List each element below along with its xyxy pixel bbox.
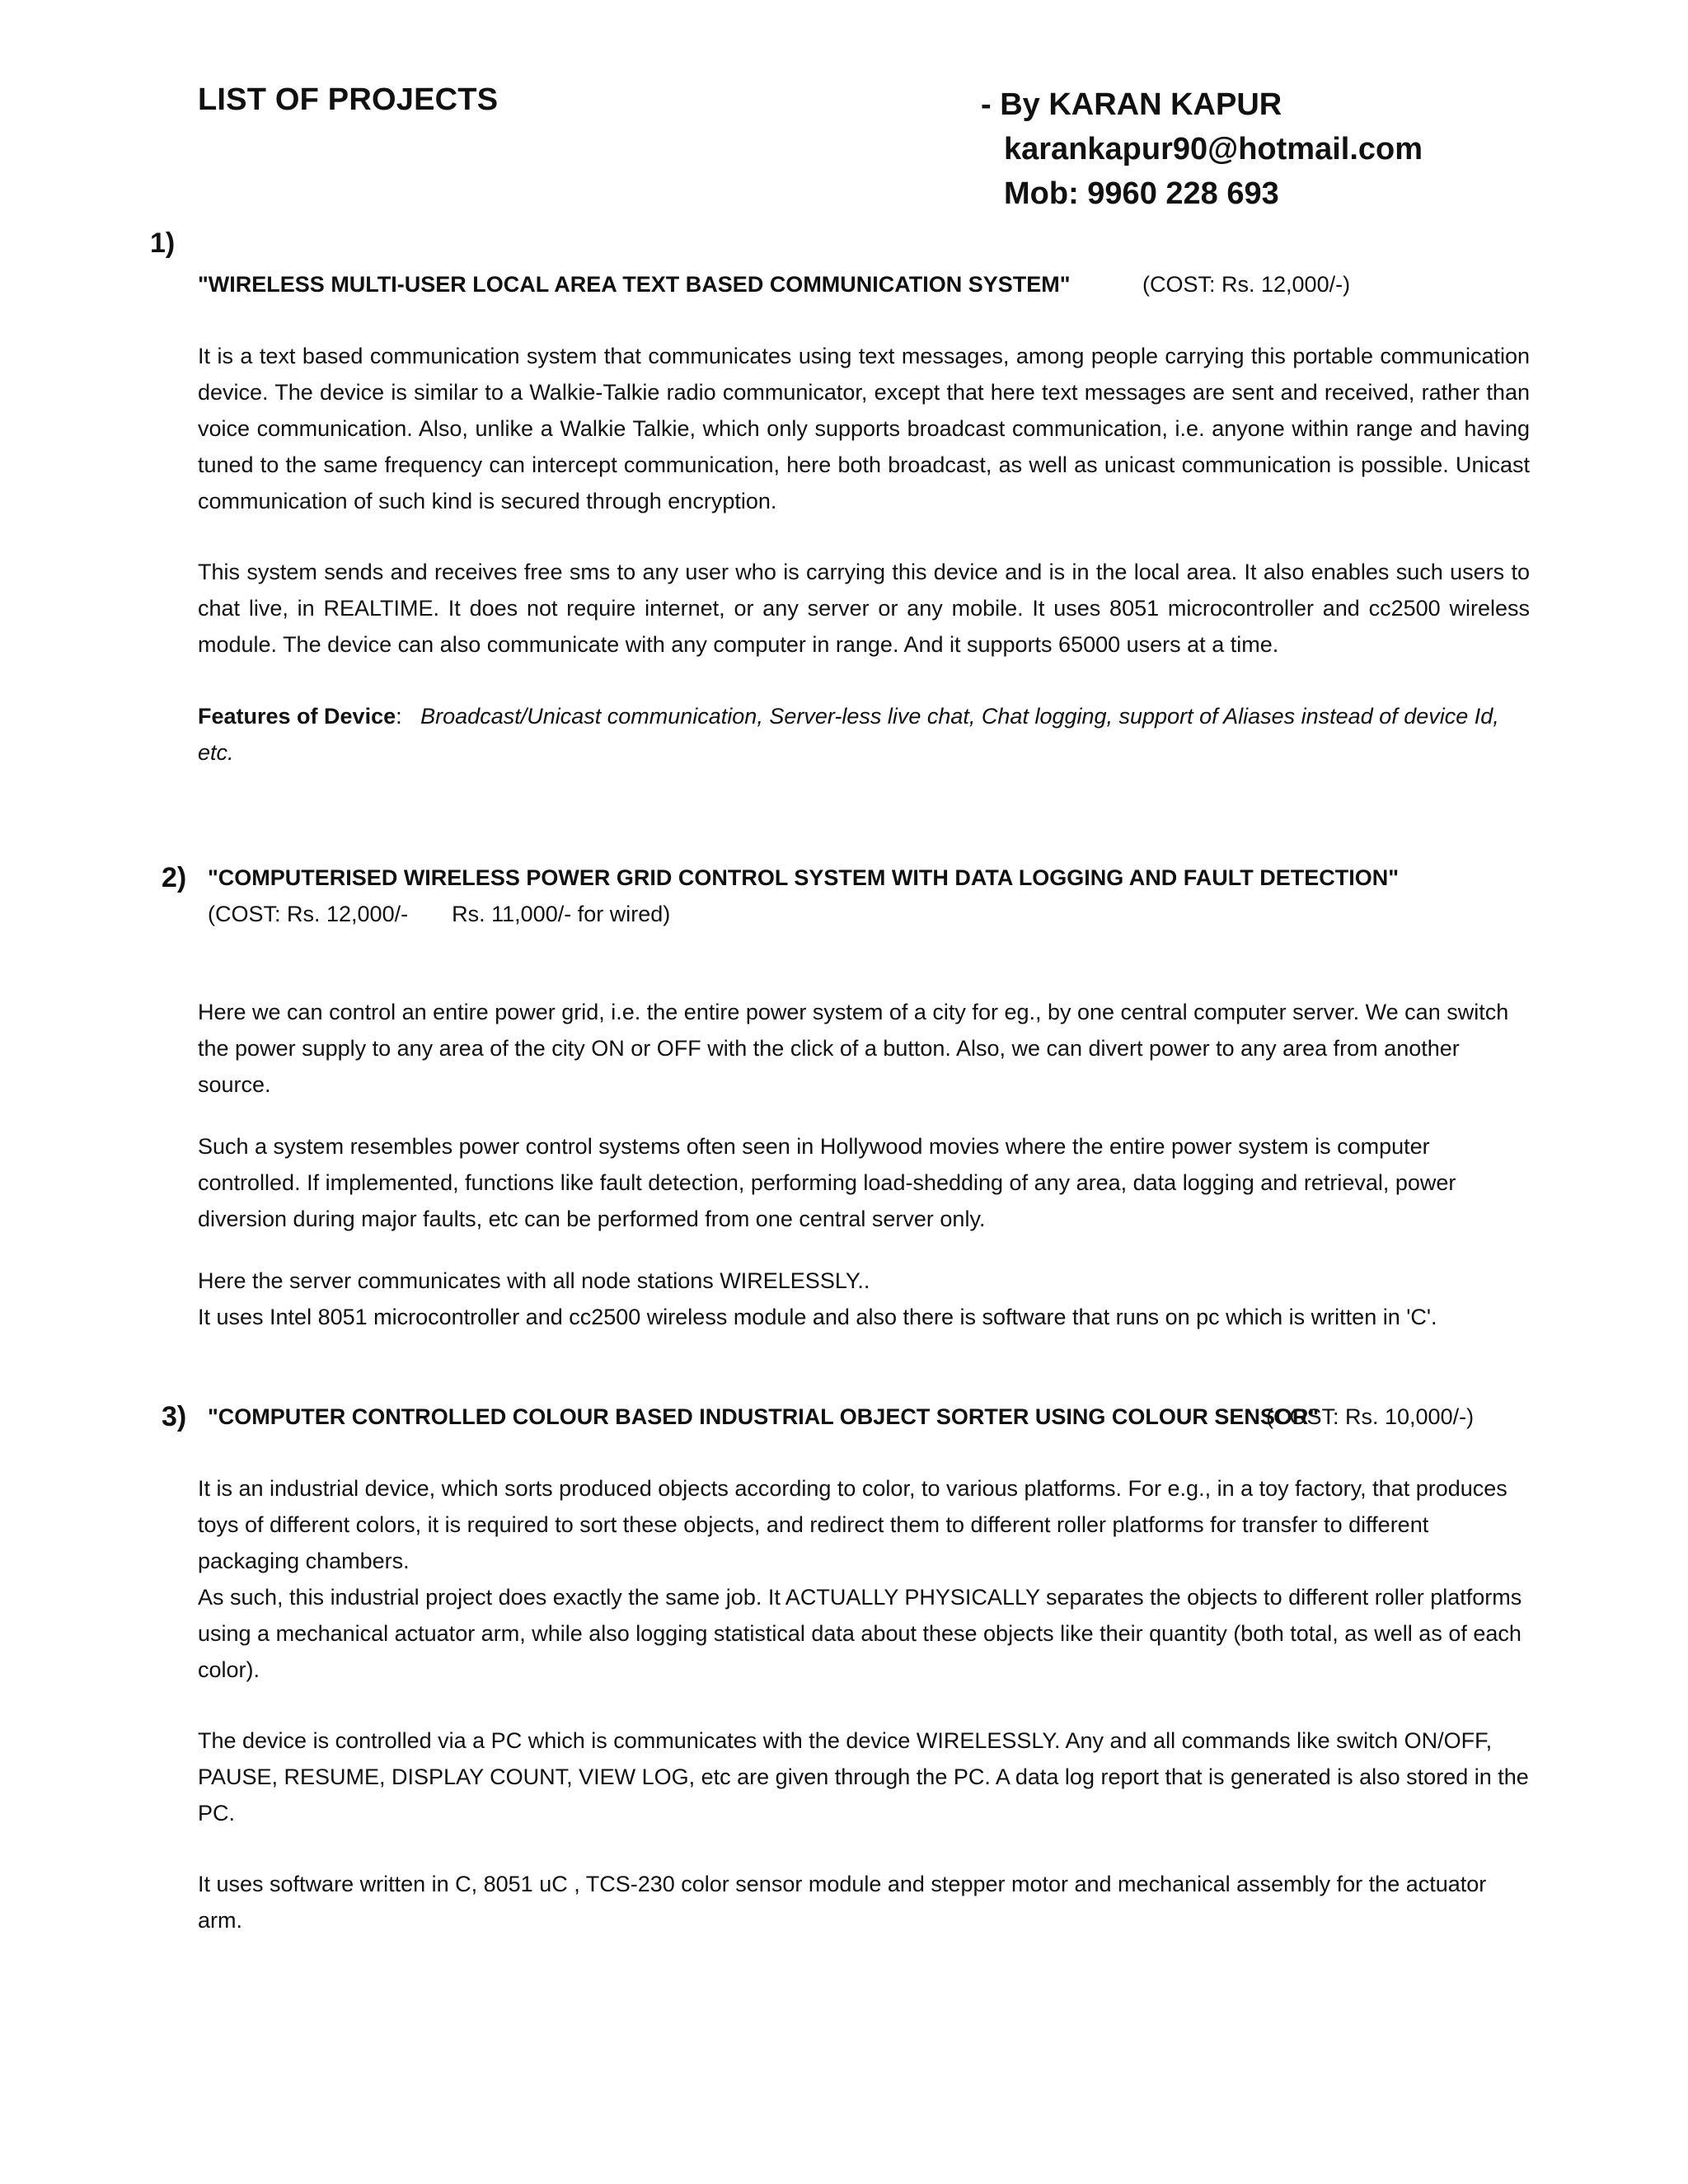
features-text: Broadcast/Unicast communication, Server-less live chat, Chat logging, support of Aliases instead of device Id, etc.	[198, 704, 1499, 765]
features-colon: :	[396, 704, 402, 729]
project-1-paragraph-2: This system sends and receives free sms to any user who is carrying this device and is in the local area. It also enables such users to chat live, in REALTIME. It does not require internet, or any server or any mobile. It uses 8051 microcontroller and cc2500 wireless module. The device can also communicate with any computer in range. And it supports 65000 users at a time.	[198, 560, 1530, 657]
project-1-cost: (COST: Rs. 12,000/-)	[1142, 272, 1351, 297]
author-email: karankapur90@hotmail.com	[1004, 132, 1423, 166]
project-2-number: 2)	[162, 862, 187, 893]
project-2-cost	[208, 902, 670, 927]
project-3-number: 3)	[162, 1401, 187, 1432]
project-2-paragraph-4: It uses Intel 8051 microcontroller and cc2500 wireless module and also there is software that runs on pc which is written in 'C'.	[198, 1305, 1437, 1329]
project-1-title	[198, 272, 1071, 298]
project-2-cost-wireless: (COST: Rs. 12,000/-	[208, 902, 409, 926]
project-3-paragraph-3: The device is controlled via a PC which is communicates with the device WIRELESSLY. Any and all commands like switch ON/OFF, PAUSE, RESUME, DISPLAY COUNT, VIEW LOG, etc are given through the PC. A data log report that is generated is also stored in the PC.	[198, 1728, 1529, 1825]
project-3-title: "COMPUTER CONTROLLED COLOUR BASED INDUSTRIAL OBJECT SORTER USING COLOUR SENSOR"	[208, 1404, 1320, 1429]
author-block	[981, 82, 1423, 216]
project-3-paragraph-2: As such, this industrial project does exactly the same job. It ACTUALLY PHYSICALLY separates the objects to different roller platforms using a mechanical actuator arm, while also logging statistical data about these objects like their quantity (both total, as well as of each color).	[198, 1585, 1522, 1682]
author-name: - By KARAN KAPUR	[981, 87, 1282, 122]
project-2-paragraph-3: Here the server communicates with all node stations WIRELESSLY..	[198, 1268, 870, 1293]
project-3-paragraph-1: It is an industrial device, which sorts produced objects according to color, to various platforms. For e.g., in a toy factory, that produces toys of different colors, it is required to sort these objects, and redirect them to different roller platforms for transfer to different packaging chambers.	[198, 1476, 1507, 1573]
project-3-cost: (COST: Rs. 10,000/-)	[1266, 1404, 1475, 1429]
document-title: LIST OF PROJECTS	[198, 82, 499, 117]
project-2-paragraph-2: Such a system resembles power control systems often seen in Hollywood movies where the entire power system is computer controlled. If implemented, functions like fault detection, performing load-shedding of any area, data logging and retrieval, power diversion during major faults, etc can be performed from one central server only.	[198, 1134, 1456, 1231]
project-2-paragraph-1: Here we can control an entire power grid, i.e. the entire power system of a city for eg., by one central computer server. We can switch the power supply to any area of the city ON or OFF with the click of a button. Also, we can divert power to any area from another source.	[198, 1000, 1509, 1097]
project-2-cost-wired: Rs. 11,000/- for wired)	[452, 902, 671, 926]
author-mobile: Mob: 9960 228 693	[1004, 176, 1279, 211]
project-1-title-text: "WIRELESS MULTI-USER LOCAL AREA TEXT BASED COMMUNICATION SYSTEM"	[198, 272, 1071, 297]
project-1-paragraph-1: It is a text based communication system that communicates using text messages, among people carrying this portable communication device. The device is similar to a Walkie-Talkie radio communicator, except that here text messages are sent and received, rather than voice communication. Also, unlike a Walkie Talkie, which only supports broadcast communication, i.e. anyone within range and having tuned to the same frequency can intercept communication, here both broadcast, as well as unicast communication is possible. Unicast communication of such kind is secured through encryption.	[198, 344, 1530, 513]
project-1-features	[198, 698, 1530, 771]
project-2-title: "COMPUTERISED WIRELESS POWER GRID CONTROL SYSTEM WITH DATA LOGGING AND FAULT DETECTION"	[208, 865, 1400, 890]
features-label: Features of Device	[198, 704, 396, 729]
project-1-number: 1)	[150, 227, 176, 259]
project-3-paragraph-4: It uses software written in C, 8051 uC , TCS-230 color sensor module and stepper motor and mechanical assembly for the actuator arm.	[198, 1872, 1487, 1933]
